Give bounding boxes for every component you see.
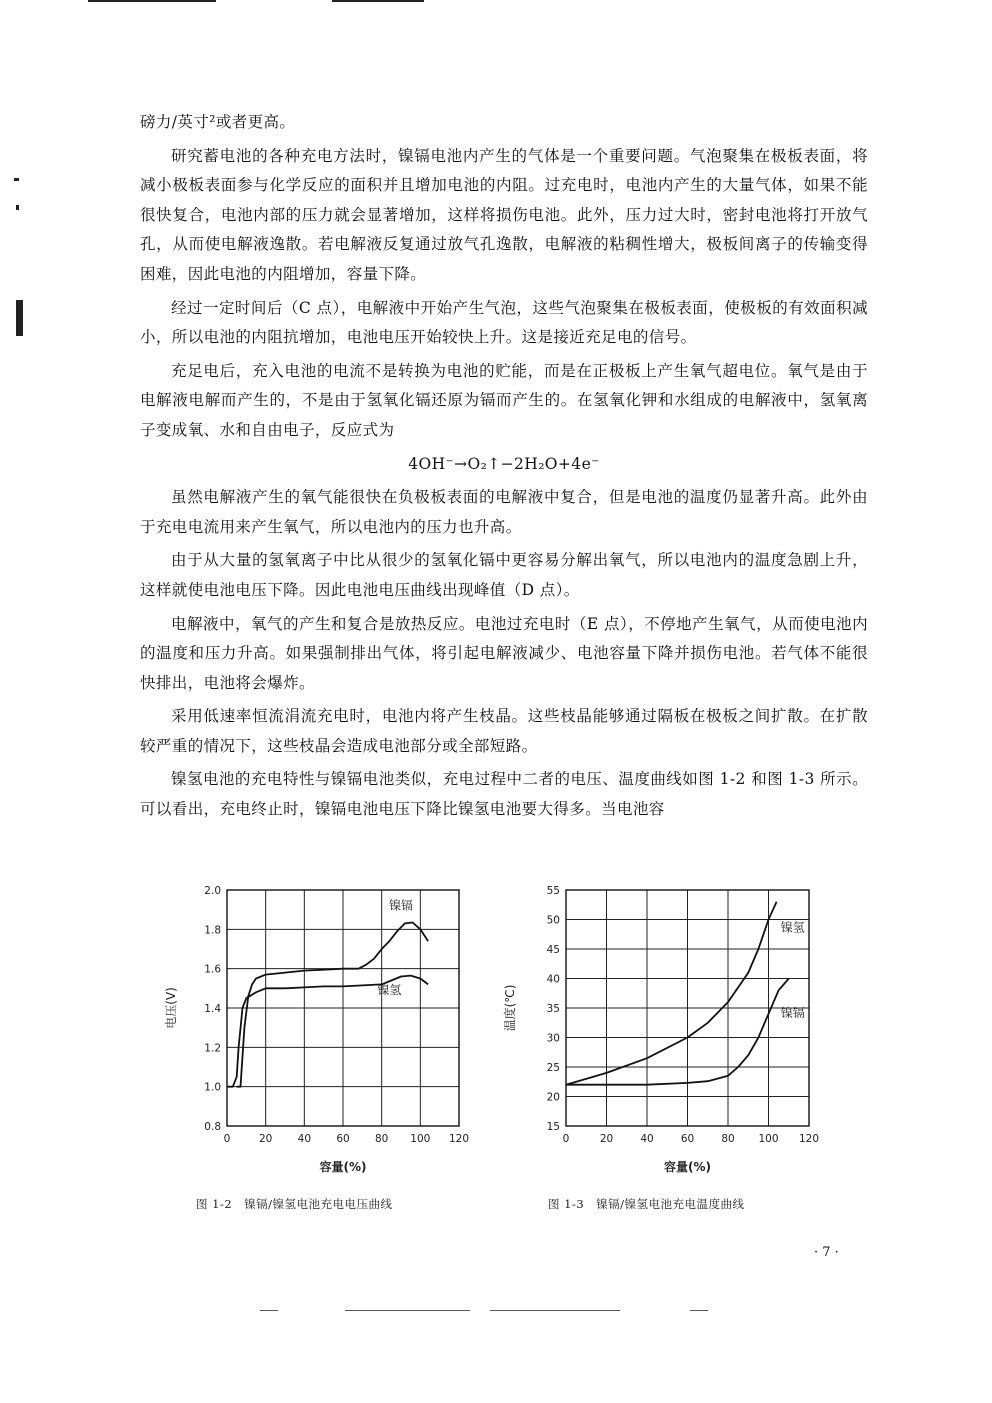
x-tick-label: 80: [374, 1133, 389, 1145]
x-tick-label: 40: [297, 1133, 312, 1145]
paragraph: 磅力/英寸²或者更高。: [140, 113, 296, 131]
voltage-chart-caption: 图 1-2 镍镉/镍氢电池充电电压曲线: [196, 1197, 393, 1211]
x-tick-label: 60: [680, 1133, 695, 1145]
paragraph: 镍氢电池的充电特性与镍镉电池类似，充电过程中二者的电压、温度曲线如图 1-2 和图 1-3 所示。可以看出，充电终止时，镍镉电池电压下降比镍氢电池要大得多。当电池容: [140, 770, 868, 819]
scan-top-line: [332, 0, 424, 2]
x-tick-label: 100: [410, 1133, 431, 1145]
x-tick-label: 60: [336, 1133, 350, 1145]
y-tick-label: 40: [546, 973, 560, 986]
x-tick-label: 80: [721, 1133, 735, 1145]
x-tick-label: 100: [758, 1133, 779, 1145]
y-tick-label: 0.8: [204, 1121, 221, 1133]
temperature-chart: [500, 878, 830, 1178]
series-line-0: [566, 902, 777, 1085]
x-tick-label: 20: [258, 1133, 273, 1145]
scan-top-line: [88, 0, 216, 2]
paragraph: 采用低速率恒流涓流充电时，电池内将产生枝晶。这些枝晶能够通过隔板在极板之间扩散。在扩散较严重的情况下，这些枝晶会造成电池部分或全部短路。: [140, 707, 868, 755]
y-tick-label: 25: [546, 1062, 560, 1074]
scan-margin-mark: [14, 178, 19, 181]
x-tick-label: 20: [599, 1133, 614, 1145]
scan-bottom-mark: [690, 1310, 708, 1311]
series-line-1: [566, 979, 789, 1085]
x-tick-label: 40: [640, 1133, 654, 1145]
paragraph: 研究蓄电池的各种充电方法时，镍镉电池内产生的气体是一个重要问题。气泡聚集在极板表面，将减小极板表面参与化学反应的面积并且增加电池的内阻。过充电时，电池内产生的大量气体，如果不能很快复合，电池内部的压力就会显著增加，这样将损伤电池。此外，压力过大时，密封电池将打开放气孔，从而使电解液逸散。若电解液反复通过放气孔逸散，电解液的粘稠性增大，极板间离子的传输变得困难，因此电池的内阻增加，容量下降。: [140, 146, 868, 283]
paragraph: 经过一定时间后（C 点），电解液中开始产生气泡，这些气泡聚集在极板表面，使极板的有效面积减小，所以电池的内阻抗增加，电池电压开始较快上升。这是接近充足电的信号。: [140, 298, 868, 347]
y-axis-label: 电压(V): [164, 987, 178, 1029]
paragraph: 虽然电解液产生的氧气能很快在负极板表面的电解液中复合，但是电池的温度仍显著升高。此外由于充电电流用来产生氧气，所以电池内的压力也升高。: [140, 488, 868, 536]
y-tick-label: 1.2: [204, 1042, 221, 1055]
y-tick-label: 1.6: [204, 963, 221, 976]
temperature-chart-caption: 图 1-3 镍镉/镍氢电池充电温度曲线: [548, 1197, 745, 1211]
series-label: 镍氢: [377, 983, 402, 998]
y-tick-label: 35: [546, 1003, 560, 1015]
paragraph: 充足电后，充入电池的电流不是转换为电池的贮能，而是在正极板上产生氧气超电位。氧气是由于电解液电解而产生的，不是由于氢氧化镉还原为镉而产生的。在氢氧化钾和水组成的电解液中，氢氧离子变成氧、水和自由电子，反应式为: [140, 361, 868, 439]
scan-margin-mark: [16, 205, 19, 210]
x-axis-label: 容量(%): [664, 1160, 711, 1174]
x-tick-label: 120: [448, 1133, 470, 1145]
x-tick-label: 0: [562, 1133, 570, 1145]
reaction-formula: 4OH⁻→O₂↑−2H₂O+4e⁻: [408, 454, 600, 473]
scan-bottom-mark: [345, 1310, 470, 1311]
voltage-chart: [150, 878, 480, 1178]
y-tick-label: 30: [546, 1032, 560, 1045]
y-tick-label: 2.0: [204, 885, 221, 897]
y-tick-label: 1.4: [204, 1003, 221, 1015]
series-label: 镍镉: [388, 898, 414, 913]
y-tick-label: 50: [546, 914, 560, 927]
y-tick-label: 45: [546, 944, 560, 956]
paragraph: 电解液中，氧气的产生和复合是放热反应。电池过充电时（E 点），不停地产生氧气，从而使电池内的温度和压力升高。如果强制排出气体，将引起电解液减少、电池容量下降并损伤电池。若气体不能很快排出，电池将会爆炸。: [140, 614, 868, 692]
series-label: 镍镉: [780, 1005, 805, 1020]
scan-bottom-mark: [490, 1310, 620, 1311]
y-axis-label: 温度(℃): [503, 984, 517, 1032]
body-text: [140, 108, 868, 829]
y-tick-label: 1.0: [204, 1081, 221, 1094]
y-tick-label: 1.8: [204, 924, 221, 937]
page-number: · 7 ·: [814, 1245, 839, 1260]
x-tick-label: 120: [798, 1133, 820, 1145]
paragraph: 由于从大量的氢氧离子中比从很少的氢氧化镉中更容易分解出氧气，所以电池内的温度急剧上升，这样就使电池电压下降。因此电池电压曲线出现峰值（D 点）。: [140, 551, 868, 599]
scan-margin-mark: [16, 300, 23, 336]
y-tick-label: 55: [546, 885, 560, 897]
y-tick-label: 20: [546, 1091, 560, 1104]
scan-bottom-mark: [260, 1310, 278, 1311]
series-label: 镍氢: [780, 920, 805, 935]
y-tick-label: 15: [546, 1121, 560, 1133]
x-axis-label: 容量(%): [319, 1160, 367, 1174]
x-tick-label: 0: [223, 1133, 231, 1145]
